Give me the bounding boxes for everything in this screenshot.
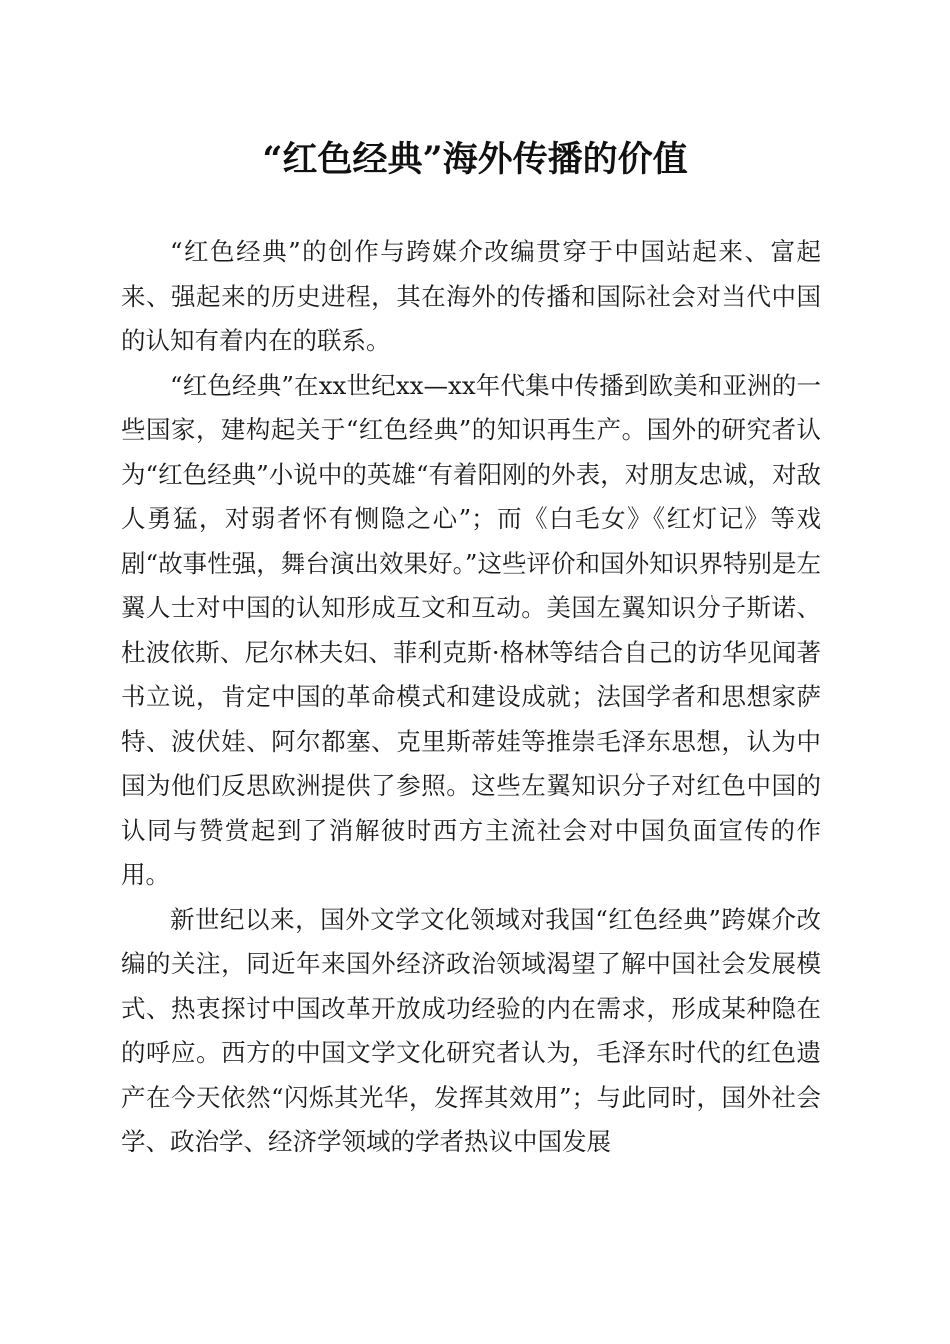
paragraph-3: 新世纪以来，国外文学文化领域对我国“红色经典”跨媒介改编的关注，同近年来国外经济政治领域渴望了解中国社会发展模式、热衷探讨中国改革开放成功经验的内在需求，形成某种隐在的呼应。西方的中国文学文化研究者认为，毛泽东时代的红色遗产在今天依然“闪烁其光华，发挥其效用”；与此同时，国外社会学、政治学、经济学领域的学者热议中国发展	[121, 904, 821, 1156]
document-body	[121, 230, 821, 1165]
paragraph-2: “红色经典”在xx世纪xx—xx年代集中传播到欧美和亚洲的一些国家，建构起关于“红色经典”的知识再生产。国外的研究者认为“红色经典”小说中的英雄“有着阳刚的外表，对朋友忠诚，对敌人勇猛，对弱者怀有恻隐之心”；而《白毛女》《红灯记》等戏剧“故事性强，舞台演出效果好。”这些评价和国外知识界特别是左翼人士对中国的认知形成互文和互动。美国左翼知识分子斯诺、杜波依斯、尼尔林夫妇、菲利克斯·格林等结合自己的访华见闻著书立说，肯定中国的革命模式和建设成就；法国学者和思想家萨特、波伏娃、阿尔都塞、克里斯蒂娃等推崇毛泽东思想，认为中国为他们反思欧洲提供了参照。这些左翼知识分子对红色中国的认同与赞赏起到了消解彼时西方主流社会对中国负面宣传的作用。	[121, 370, 821, 889]
paragraph-1: “红色经典”的创作与跨媒介改编贯穿于中国站起来、富起来、强起来的历史进程，其在海外的传播和国际社会对当代中国的认知有着内在的联系。	[121, 237, 821, 355]
document-title: “红色经典”海外传播的价值	[262, 139, 688, 180]
